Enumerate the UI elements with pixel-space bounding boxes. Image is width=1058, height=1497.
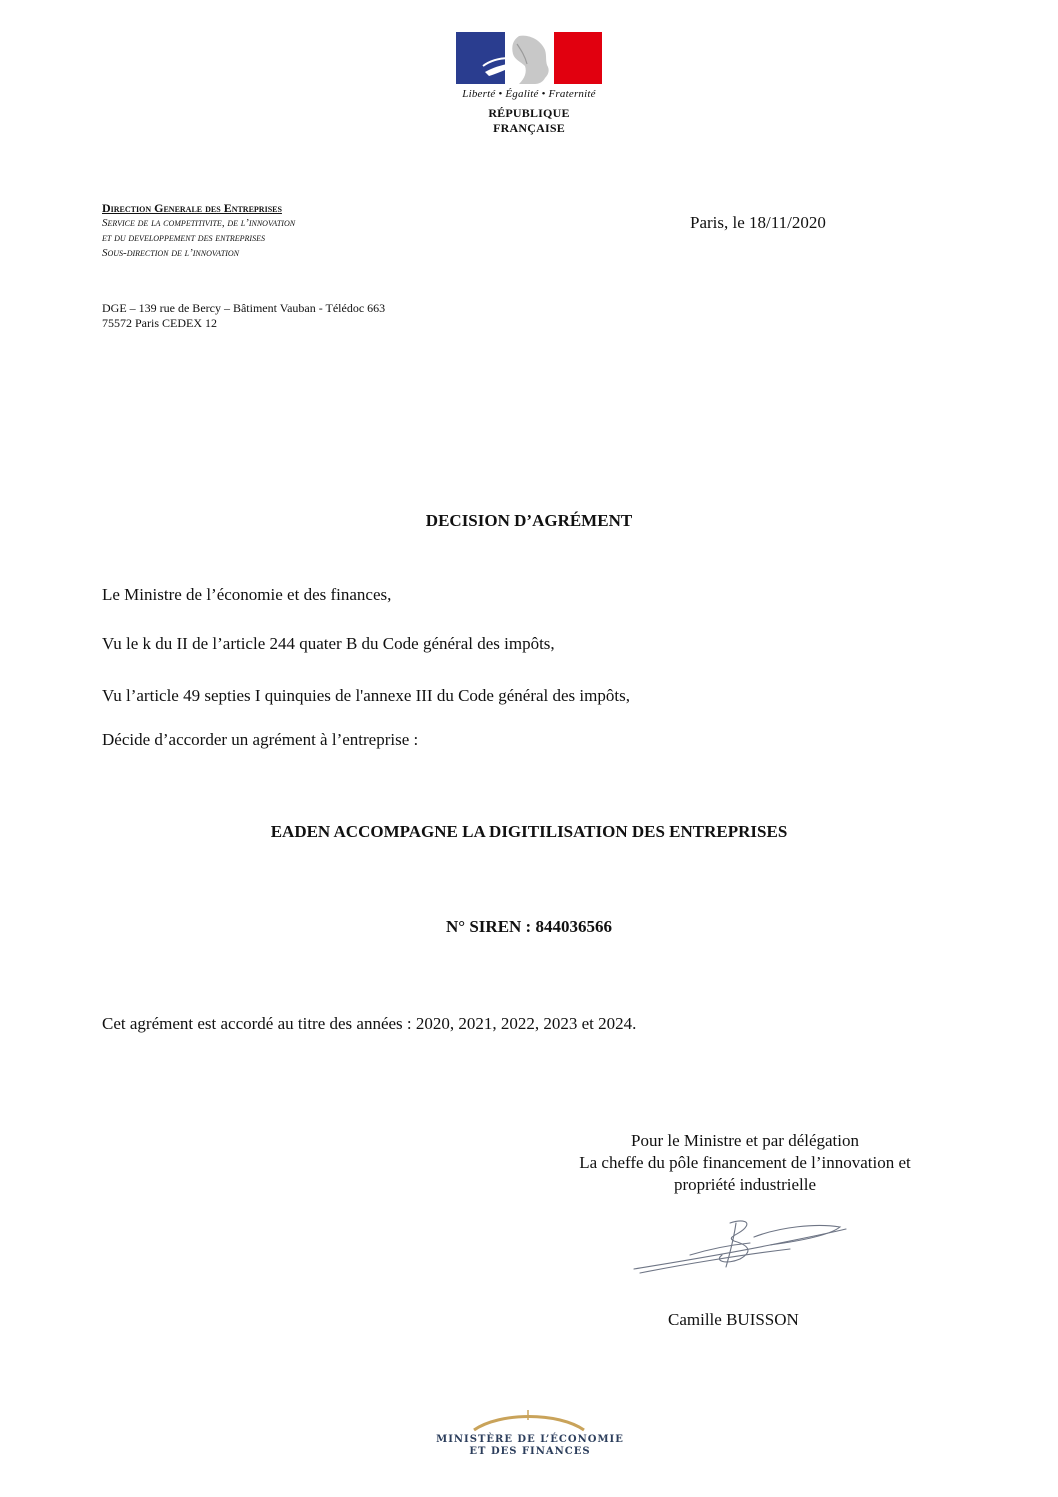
republic-motto: Liberté • Égalité • Fraternité [462,88,596,100]
document-title: DECISION D’AGRÉMENT [425,511,633,530]
body-line-decision: Décide d’accorder un agrément à l’entreprise : [102,730,419,749]
ministry-arc-icon [470,1408,588,1434]
address-line-2: 75572 Paris CEDEX 12 [102,316,217,330]
siren-number: N° SIREN : 844036566 [446,917,612,936]
body-line-article-49: Vu l’article 49 septies I quinquies de l'annexe III du Code général des impôts, [102,686,630,705]
signer-name: Camille BUISSON [668,1310,799,1329]
signature-block [530,1130,960,1196]
body-line-minister: Le Ministre de l’économie et des finances, [102,585,392,604]
signature-line-2: La cheffe du pôle financement de l’innovation et [579,1153,911,1172]
company-name: EADEN ACCOMPAGNE LA DIGITILISATION DES ENTREPRISES [270,822,788,841]
sender-service-line-2: et du developpement des entreprises [102,232,265,244]
ministry-line-2: ET DES FINANCES [469,1446,591,1457]
sender-address [102,301,385,331]
signature-line-1: Pour le Ministre et par délégation [630,1131,860,1150]
handwritten-signature-icon [630,1215,850,1277]
sender-sub-direction: Sous-direction de l’innovation [102,247,239,259]
ministry-name [430,1434,630,1458]
ministry-line-1: MINISTÈRE DE L’ÉCONOMIE [436,1434,624,1445]
years-line: Cet agrément est accordé au titre des années : 2020, 2021, 2022, 2023 et 2024. [102,1014,637,1033]
address-line-1: DGE – 139 rue de Bercy – Bâtiment Vauban - Télédoc 663 [102,301,386,315]
body-line-article-244: Vu le k du II de l’article 244 quater B du Code général des impôts, [102,634,555,653]
republic-name: RÉPUBLIQUE FRANÇAISE [488,106,570,135]
sender-block [102,201,295,261]
date-line: Paris, le 18/11/2020 [690,213,826,232]
sender-service-line-1: Service de la competitivite, de l’innovation [102,217,296,229]
sender-direction: Direction Generale des Entreprises [102,201,282,215]
signature-line-3: propriété industrielle [673,1175,817,1194]
